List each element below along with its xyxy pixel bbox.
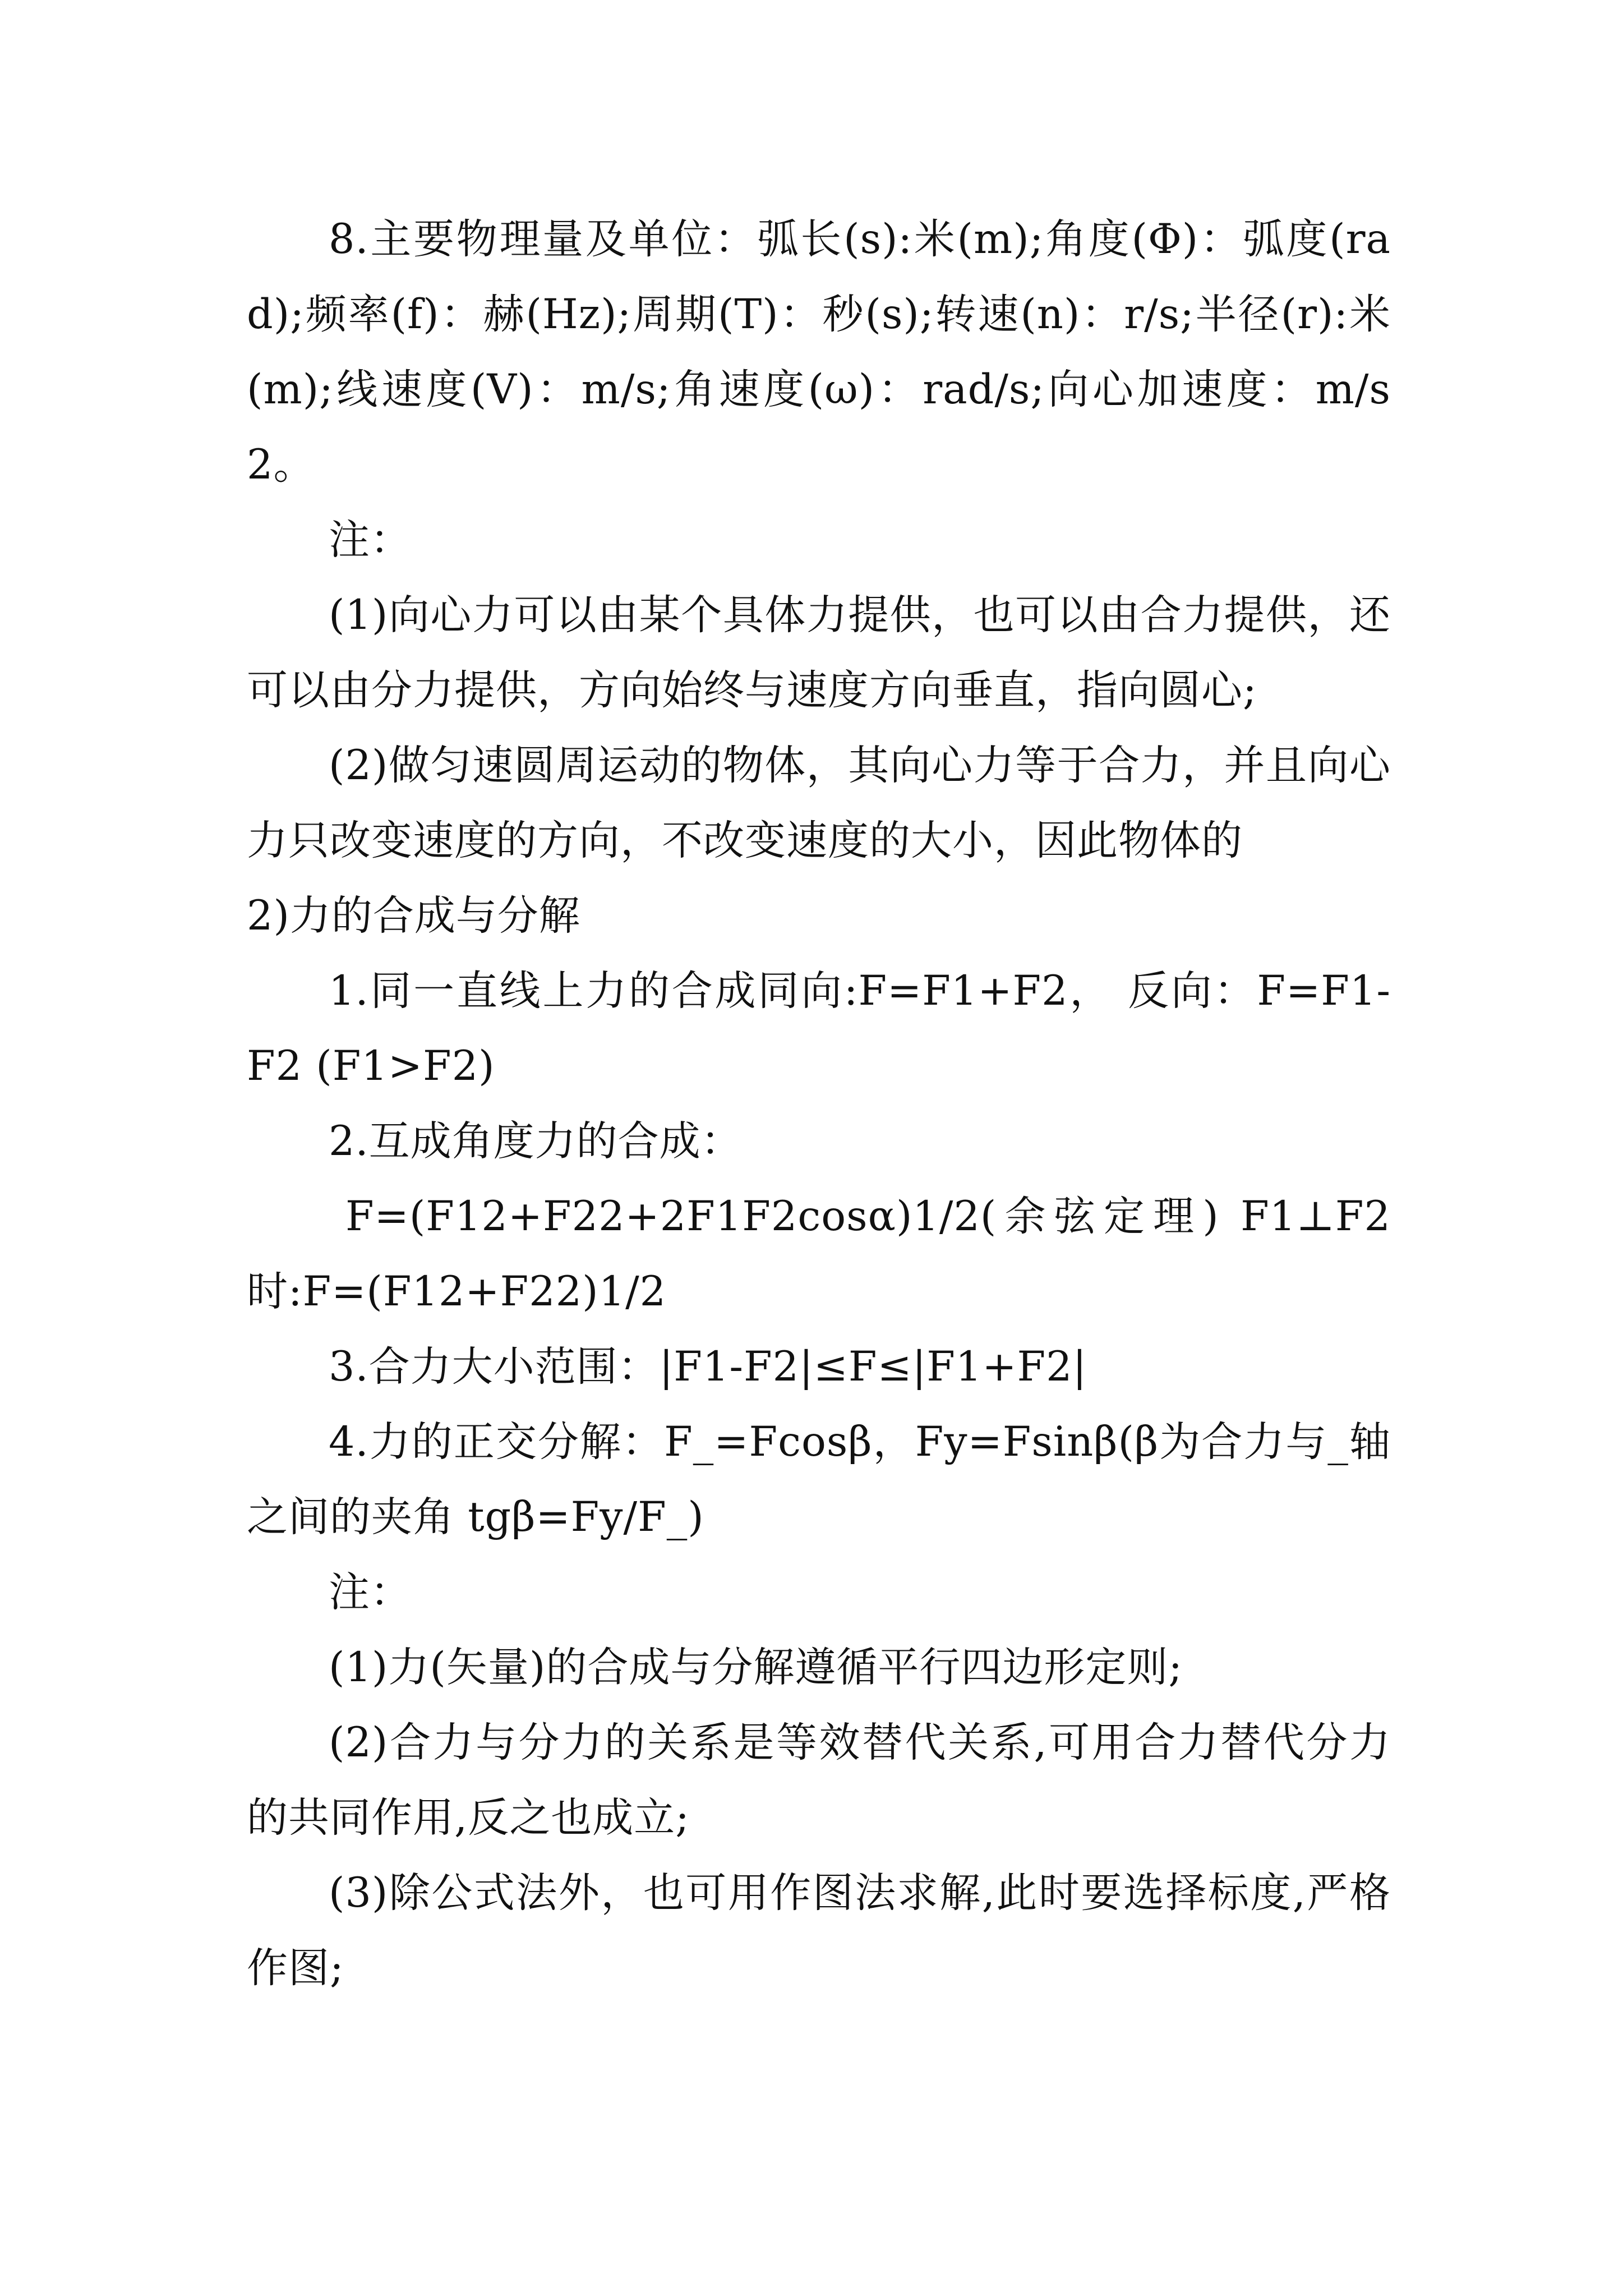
document-body	[247, 202, 1391, 2006]
paragraph-note-2-2: (2)合力与分力的关系是等效替代关系,可用合力替代分力的共同作用,反之也成立;	[247, 1719, 1391, 1842]
paragraph-item-4: 4.力的正交分解：F_=Fcosβ，Fy=Fsinβ(β为合力与_轴之间的夹角 tgβ=Fy/F_)	[247, 1418, 1391, 1541]
paragraph-units: 8.主要物理量及单位：弧长(s):米(m);角度(Φ)：弧度(rad);频率(f)：赫(Hz);周期(T)：秒(s);转速(n)：r/s;半径(r):米(m);线速度(V)：m/s;角速度(ω)：rad/s;向心加速度：m/s2。	[247, 215, 1391, 489]
paragraph-note-2: (2)做匀速圆周运动的物体，其向心力等于合力，并且向心力只改变速度的方向，不改变速度的大小，因此物体的	[247, 742, 1391, 864]
paragraph-note-heading: 注：	[329, 516, 412, 564]
paragraph-note-2-1: (1)力(矢量)的合成与分解遵循平行四边形定则;	[329, 1644, 1183, 1691]
paragraph-item-1: 1.同一直线上力的合成同向:F=F1+F2， 反向：F=F1-F2 (F1>F2)	[247, 967, 1391, 1090]
paragraph-note-heading-2: 注：	[329, 1568, 412, 1616]
paragraph-formula: F=(F12+F22+2F1F2cosα)1/2(余弦定理) F1⊥F2时:F=(F12+F22)1/2	[247, 1193, 1391, 1315]
paragraph-item-3: 3.合力大小范围：|F1-F2|≤F≤|F1+F2|	[329, 1343, 1087, 1391]
paragraph-note-1: (1)向心力可以由某个具体力提供，也可以由合力提供，还可以由分力提供，方向始终与速度方向垂直，指向圆心;	[247, 591, 1391, 714]
section-heading: 2)力的合成与分解	[247, 892, 580, 940]
paragraph-item-2: 2.互成角度力的合成：	[329, 1117, 743, 1165]
paragraph-note-2-3: (3)除公式法外，也可用作图法求解,此时要选择标度,严格作图;	[247, 1869, 1391, 1992]
